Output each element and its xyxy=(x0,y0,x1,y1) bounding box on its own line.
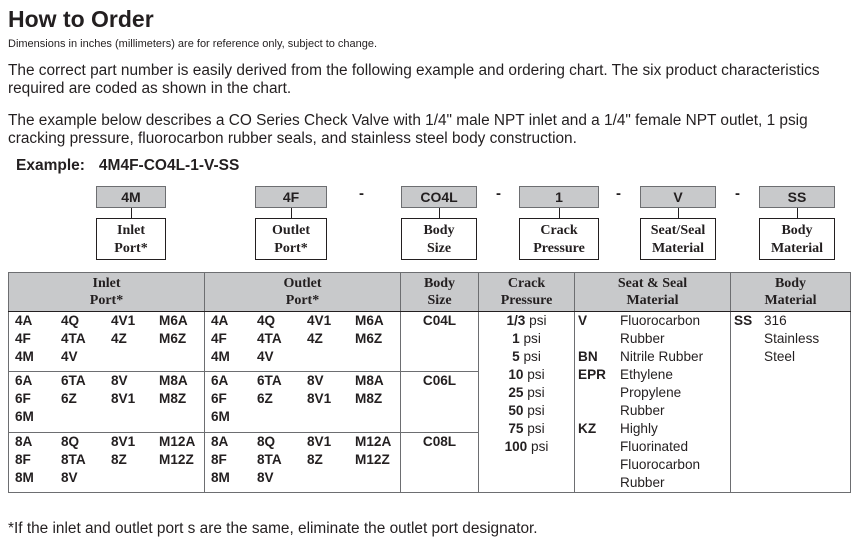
port-code: 8V1 xyxy=(307,433,332,449)
page-title: How to Order xyxy=(8,6,154,32)
port-code: 6F xyxy=(15,391,31,407)
table-row xyxy=(9,312,851,372)
pressure-option: 1/3 psi xyxy=(506,313,547,328)
port-code: 4V1 xyxy=(111,313,136,328)
pressure-option: 10 psi xyxy=(508,367,545,382)
example-paragraph: The example below describes a CO Series Check Valve with 1/4" male NPT inlet and a 1/4" female NPT outlet, 1 psig cracking pressure, fluorocarbon rubber seals, and stainless steel body construction. xyxy=(8,112,808,147)
port-code: M8A xyxy=(355,373,384,389)
port-code xyxy=(61,408,111,426)
seal-code: V xyxy=(578,313,588,328)
port-code: M6A xyxy=(159,313,188,328)
pressure-option: 50 psi xyxy=(508,403,545,418)
footnote: *If the inlet and outlet port s are the same, eliminate the outlet port designator. xyxy=(8,520,538,537)
header-seat-seal-material: Seat & Seal Material xyxy=(575,273,731,312)
seal-description: Fluorocarbon xyxy=(620,457,701,472)
port-code: 8M xyxy=(211,469,230,485)
port-code: 8TA xyxy=(257,451,282,467)
seal-description: Rubber xyxy=(620,403,665,418)
body-material-list xyxy=(731,312,851,493)
seal-description: Fluorocarbon xyxy=(620,313,701,328)
port-code: 8V xyxy=(307,373,324,389)
pressure-option: 25 psi xyxy=(508,385,545,400)
dash-separator: - xyxy=(496,185,501,202)
port-code xyxy=(257,408,307,426)
port-code: 8M xyxy=(15,469,34,485)
port-code: M12Z xyxy=(159,451,194,467)
port-code: 4A xyxy=(15,313,33,328)
inlet-port-group xyxy=(9,372,205,432)
connector-line xyxy=(439,208,440,218)
ordering-chart xyxy=(8,272,851,493)
pressure-option: 75 psi xyxy=(508,421,545,436)
port-code xyxy=(307,408,355,426)
port-code: 4TA xyxy=(257,331,282,346)
segment-code-body-size: CO4L xyxy=(401,186,477,208)
dimensions-note: Dimensions in inches (millimeters) are for reference only, subject to change. xyxy=(8,38,378,50)
port-code: 4TA xyxy=(61,331,86,346)
intro-paragraph: The correct part number is easily derived from the following example and ordering chart. The six product characteristics required are coded as shown in the chart. xyxy=(8,62,820,97)
port-code: 4A xyxy=(211,313,229,328)
port-code: 4Z xyxy=(111,331,127,346)
port-code: 4Q xyxy=(257,313,276,328)
pressure-option: 1 psi xyxy=(512,331,541,346)
example-label: Example: xyxy=(16,157,85,174)
crack-pressure-list xyxy=(479,312,575,493)
connector-line xyxy=(559,208,560,218)
port-code: 8TA xyxy=(61,451,86,467)
port-code xyxy=(159,408,205,426)
port-code: 8V xyxy=(111,373,128,389)
port-code xyxy=(307,348,355,366)
connector-line xyxy=(797,208,798,218)
port-code: 6A xyxy=(15,373,33,389)
port-code: 8A xyxy=(15,433,33,449)
port-code: 8V1 xyxy=(111,391,136,407)
segment-label-seat: Seat/Seal Material xyxy=(640,218,716,260)
header-body-material: Body Material xyxy=(731,273,851,312)
port-code: 8A xyxy=(211,433,229,449)
seal-code: KZ xyxy=(578,421,597,436)
seal-description: Nitrile Rubber xyxy=(620,349,704,364)
port-code xyxy=(355,469,401,487)
port-code: 6Z xyxy=(61,391,77,407)
header-crack-pressure: Crack Pressure xyxy=(479,273,575,312)
port-code: 8V xyxy=(257,469,274,485)
segment-label-body-material: Body Material xyxy=(759,218,835,260)
segment-code-inlet: 4M xyxy=(96,186,166,208)
port-code: 8Q xyxy=(61,433,80,449)
outlet-port-group xyxy=(205,372,401,432)
pressure-option: 5 psi xyxy=(512,349,541,364)
body-material-description: 316 xyxy=(764,313,787,328)
port-code: 4V xyxy=(61,349,78,364)
port-code: M12A xyxy=(355,433,392,449)
port-code: M8Z xyxy=(159,391,187,407)
seal-description: Propylene xyxy=(620,385,682,400)
port-code: M6A xyxy=(355,313,384,328)
port-code: M6Z xyxy=(159,331,187,346)
seal-description: Fluorinated xyxy=(620,439,689,454)
segment-code-body-material: SS xyxy=(759,186,835,208)
port-code: 4Q xyxy=(61,313,80,328)
port-code: 8V xyxy=(61,469,78,485)
segment-label-outlet: Outlet Port* xyxy=(255,218,327,260)
segment-label-inlet: Inlet Port* xyxy=(96,218,166,260)
port-code: 6TA xyxy=(257,373,282,389)
port-code: 4F xyxy=(211,331,227,346)
port-code: M12A xyxy=(159,433,196,449)
body-size-code: C08L xyxy=(401,432,479,492)
body-material-description: Stainless xyxy=(764,331,820,346)
port-code: 4M xyxy=(15,349,34,364)
header-body-size: Body Size xyxy=(401,273,479,312)
port-code xyxy=(111,408,159,426)
inlet-port-group xyxy=(9,312,205,372)
seal-code: BN xyxy=(578,349,598,364)
port-code: 6F xyxy=(211,391,227,407)
port-code xyxy=(111,469,159,487)
port-code: 4Z xyxy=(307,331,323,346)
port-code: 8F xyxy=(211,451,227,467)
connector-line xyxy=(291,208,292,218)
port-code xyxy=(355,408,401,426)
header-inlet-port: Inlet Port* xyxy=(9,273,205,312)
port-code: M6Z xyxy=(355,331,383,346)
port-code xyxy=(159,469,205,487)
dash-separator: - xyxy=(735,185,740,202)
seal-description: Highly xyxy=(620,421,658,436)
dash-separator: - xyxy=(359,185,364,202)
connector-line xyxy=(131,208,132,218)
outlet-port-group xyxy=(205,312,401,372)
segment-label-body-size: Body Size xyxy=(401,218,477,260)
port-code: M8Z xyxy=(355,391,383,407)
port-code: 8Z xyxy=(307,451,323,467)
port-code: 6M xyxy=(15,409,34,425)
port-code: 6A xyxy=(211,373,229,389)
port-code xyxy=(355,348,401,366)
header-outlet-port: Outlet Port* xyxy=(205,273,401,312)
port-code: 8Z xyxy=(111,451,127,467)
segment-label-crack: Crack Pressure xyxy=(519,218,599,260)
seal-description: Ethylene xyxy=(620,367,673,382)
body-material-code: SS xyxy=(734,313,753,328)
port-code: 6M xyxy=(211,409,230,425)
port-code: 8V1 xyxy=(111,433,136,449)
port-code: 6TA xyxy=(61,373,86,389)
seal-description: Rubber xyxy=(620,331,665,346)
example-code: 4M4F-CO4L-1-V-SS xyxy=(98,157,240,174)
segment-code-seat: V xyxy=(640,186,716,208)
connector-line xyxy=(678,208,679,218)
port-code: 8Q xyxy=(257,433,276,449)
port-code: M12Z xyxy=(355,451,390,467)
segment-code-crack: 1 xyxy=(519,186,599,208)
inlet-port-group xyxy=(9,432,205,492)
port-code: 4V1 xyxy=(307,313,332,328)
port-code: 4F xyxy=(15,331,31,346)
port-code xyxy=(307,469,355,487)
body-size-code: C04L xyxy=(401,312,479,372)
example-line xyxy=(16,157,239,175)
seal-code: EPR xyxy=(578,367,606,382)
port-code: 4V xyxy=(257,349,274,364)
port-code: M8A xyxy=(159,373,188,389)
seal-description: Rubber xyxy=(620,475,665,490)
port-code xyxy=(111,348,159,366)
port-code xyxy=(159,348,205,366)
seat-seal-material-list xyxy=(575,312,731,493)
body-material-description: Steel xyxy=(764,349,795,364)
port-code: 4M xyxy=(211,349,230,364)
port-code: 6Z xyxy=(257,391,273,407)
table-header-row xyxy=(9,273,851,312)
segment-code-outlet: 4F xyxy=(255,186,327,208)
body-size-code: C06L xyxy=(401,372,479,432)
dash-separator: - xyxy=(616,185,621,202)
port-code: 8V1 xyxy=(307,391,332,407)
outlet-port-group xyxy=(205,432,401,492)
port-code: 8F xyxy=(15,451,31,467)
pressure-option: 100 psi xyxy=(504,439,549,454)
